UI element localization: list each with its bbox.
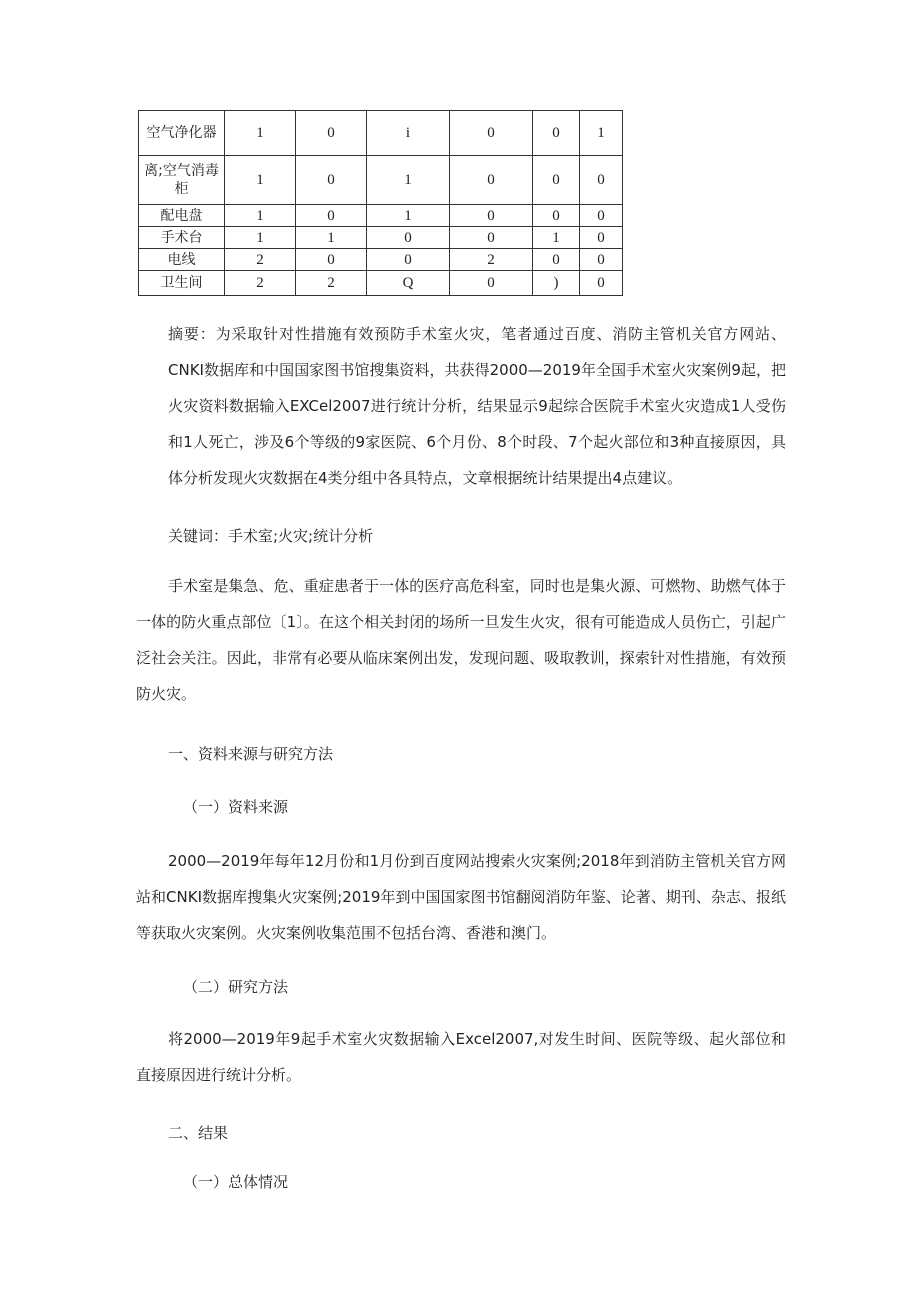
table-cell: 1 [367,156,450,205]
table-cell: 0 [367,227,450,249]
abstract-paragraph: 摘要：为采取针对性措施有效预防手术室火灾，笔者通过百度、消防主管机关官方网站、CNKI数据库和中国国家图书馆搜集资料，共获得2000—2019年全国手术室火灾案例9起，把火灾资料数据输入EXCel2007进行统计分析，结果显示9起综合医院手术室火灾造成1人受伤和1人死亡，涉及6个等级的9家医院、6个月份、8个时段、7个起火部位和3种直接原因，具体分析发现火灾数据在4类分组中各具特点，文章根据统计结果提出4点建议。 [168,325,786,487]
table-cell: i [367,111,450,156]
table-cell: 0 [296,249,367,271]
table-cell: 2 [225,249,296,271]
table-cell: 0 [450,111,533,156]
table-cell: 1 [367,205,450,227]
table-row [139,227,623,249]
table-cell: 1 [296,227,367,249]
table-cell: 0 [450,205,533,227]
table-cell: 1 [225,205,296,227]
table-cell: 1 [533,227,580,249]
table-row [139,271,623,296]
table-cell: Q [367,271,450,296]
table-cell: 0 [533,156,580,205]
subsection-heading-3: （一）总体情况 [183,1173,289,1191]
table-cell: 2 [450,249,533,271]
table-cell: 0 [580,271,623,296]
section-heading-1: 一、资料来源与研究方法 [168,745,334,763]
table-cell: 1 [225,111,296,156]
table-cell: 0 [296,156,367,205]
table-row [139,156,623,205]
table-row [139,111,623,156]
table-cell: 0 [367,249,450,271]
sources-paragraph: 2000—2019年每年12月份和1月份到百度网站搜索火灾案例;2018年到消防主管机关官方网站和CNKI数据库搜集火灾案例;2019年到中国国家图书馆翻阅消防年鉴、论著、期刊、杂志、报纸等获取火灾案例。火灾案例收集范围不包括台湾、香港和澳门。 [136,852,786,942]
table-cell: 0 [533,249,580,271]
table-row [139,249,623,271]
table-cell: 0 [296,111,367,156]
table-cell: 0 [533,205,580,227]
table-cell: 1 [225,227,296,249]
section-heading-2: 二、结果 [168,1124,229,1142]
table-cell: 1 [225,156,296,205]
table-cell: 2 [225,271,296,296]
method-paragraph: 将2000—2019年9起手术室火灾数据输入Excel2007,对发生时间、医院等级、起火部位和直接原因进行统计分析。 [136,1030,786,1084]
row-label: 空气净化器 [139,111,225,156]
subsection-heading-1: （一）资料来源 [183,798,289,816]
row-label: 配电盘 [139,205,225,227]
table-cell: 1 [580,111,623,156]
table-cell: 0 [533,111,580,156]
fire-data-table [138,110,623,296]
table-cell: 0 [580,205,623,227]
table-cell: 0 [296,205,367,227]
table-row [139,205,623,227]
table-cell: 0 [580,249,623,271]
keywords-line: 关键词：手术室;火灾;统计分析 [168,527,374,545]
row-label: 手术台 [139,227,225,249]
table-cell: 0 [580,156,623,205]
table-cell: 0 [580,227,623,249]
intro-paragraph: 手术室是集急、危、重症患者于一体的医疗高危科室，同时也是集火源、可燃物、助燃气体于一体的防火重点部位〔1〕。在这个相关封闭的场所一旦发生火灾，很有可能造成人员伤亡，引起广泛社会关注。因此，非常有必要从临床案例出发，发现问题、吸取教训，探索针对性措施，有效预防火灾。 [136,577,786,703]
table-cell: 0 [450,271,533,296]
table-cell: 2 [296,271,367,296]
row-label: 卫生间 [139,271,225,296]
table-cell: 0 [450,227,533,249]
subsection-heading-2: （二）研究方法 [183,978,289,996]
table-cell: 0 [450,156,533,205]
row-label: 电线 [139,249,225,271]
table-cell: ) [533,271,580,296]
row-label: 离;空气消毒柜 [139,156,225,205]
